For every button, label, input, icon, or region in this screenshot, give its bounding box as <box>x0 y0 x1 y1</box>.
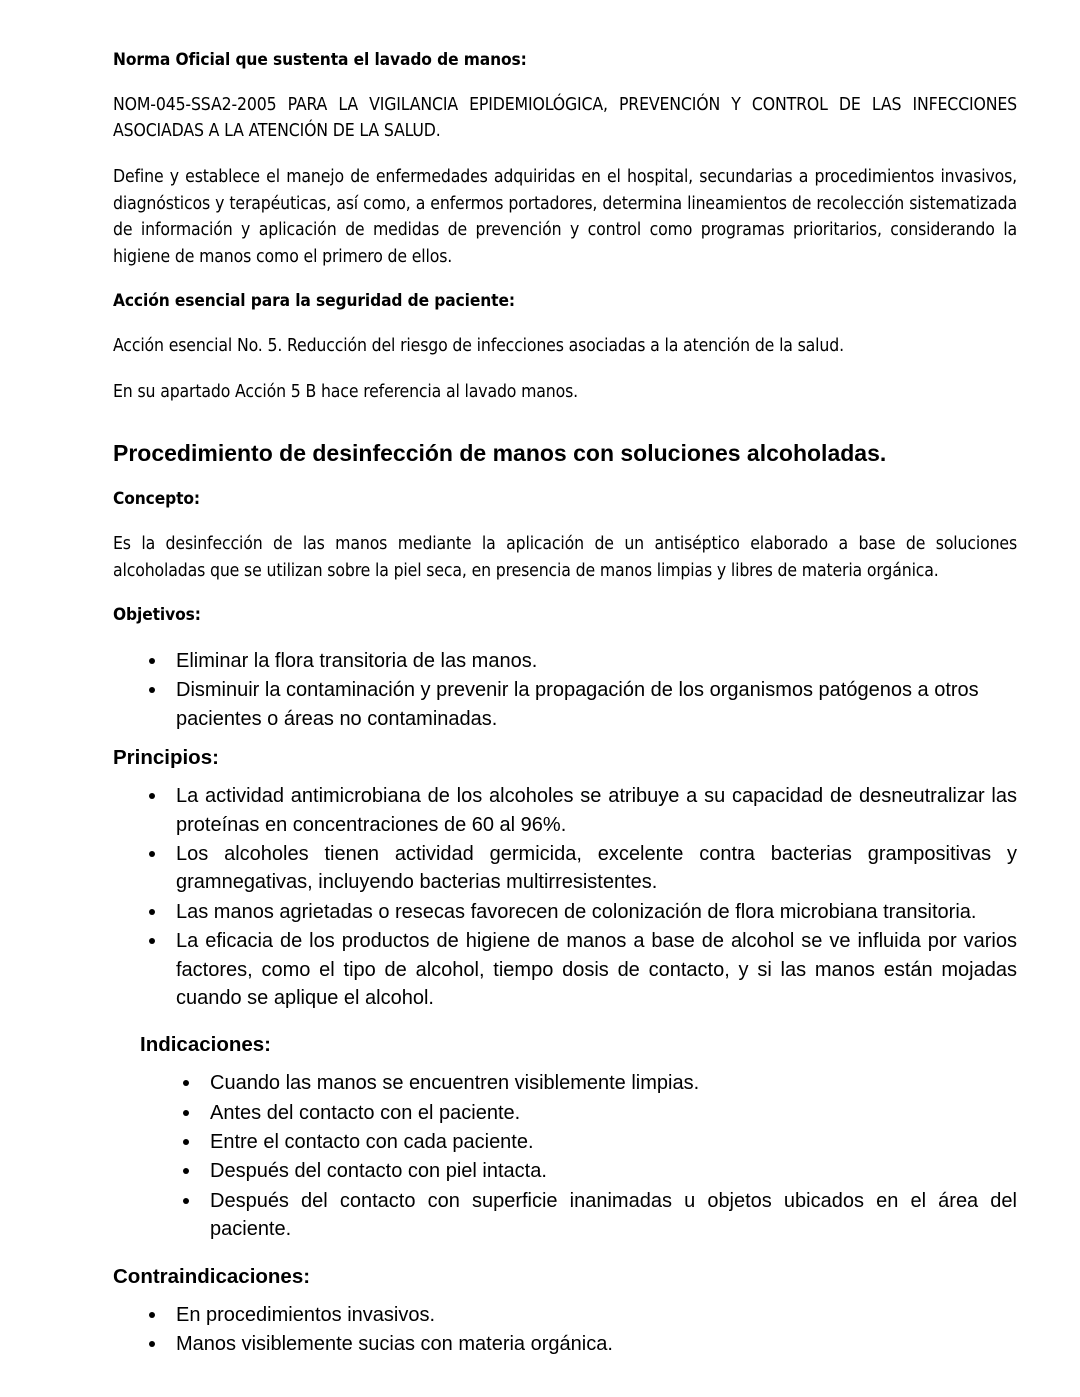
section-heading-objetivos: Objetivos: <box>113 605 201 626</box>
paragraph-apartado-5b: En su apartado Acción 5 B hace referencia al lavado manos. <box>113 381 579 402</box>
list-item: Manos visiblemente sucias con materia orgánica. <box>146 1330 1017 1358</box>
list-item: La actividad antimicrobiana de los alcoholes se atribuye a su capacidad de desneutralizar las proteínas en concentraciones de 60 al 96%. <box>146 782 1017 839</box>
paragraph-concepto: Es la desinfección de las manos mediante la aplicación de un antiséptico elaborado a base de soluciones alcoholadas que se utilizan sobre la piel seca, en presencia de manos limpias y libres de materia orgánica. <box>113 534 1017 581</box>
list-objetivos <box>146 647 1017 733</box>
list-item: Las manos agrietadas o resecas favorecen de colonización de flora microbiana transitoria. <box>146 898 1017 926</box>
section-heading-principios: Principios: <box>113 746 219 770</box>
page-title: Procedimiento de desinfección de manos con soluciones alcoholadas. <box>113 440 887 467</box>
list-spacer <box>113 1245 1017 1265</box>
list-contraindicaciones <box>146 1301 1017 1359</box>
list-spacer <box>113 734 1017 746</box>
list-indicaciones <box>180 1069 1017 1243</box>
list-principios <box>146 782 1017 1012</box>
section-spacer <box>113 405 1017 439</box>
list-spacer <box>113 1013 1017 1033</box>
section-heading-concepto: Concepto: <box>113 489 201 510</box>
list-item: En procedimientos invasivos. <box>146 1301 1017 1329</box>
list-item: Los alcoholes tienen actividad germicida, excelente contra bacterias grampositivas y gramnegativas, incluyendo bacterias multirresistentes. <box>146 840 1017 897</box>
section-heading-accion-esencial: Acción esencial para la seguridad de paciente: <box>113 291 515 312</box>
paragraph-nom-045: NOM-045-SSA2-2005 PARA LA VIGILANCIA EPIDEMIOLÓGICA, PREVENCIÓN Y CONTROL DE LAS INFECCIONES ASOCIADAS A LA ATENCIÓN DE LA SALUD. <box>113 94 1017 142</box>
list-item: Cuando las manos se encuentren visiblemente limpias. <box>180 1069 1017 1097</box>
list-item: Después del contacto con superficie inanimadas u objetos ubicados en el área del paciente. <box>180 1187 1017 1244</box>
list-item: Disminuir la contaminación y prevenir la propagación de los organismos patógenos a otros pacientes o áreas no contaminadas. <box>146 676 1017 733</box>
list-item: La eficacia de los productos de higiene de manos a base de alcohol se ve influida por varios factores, como el tipo de alcohol, tiempo dosis de contacto, y si las manos están mojadas cuando se aplique el alcohol. <box>146 927 1017 1012</box>
section-heading-indicaciones: Indicaciones: <box>140 1033 272 1057</box>
document-content <box>113 48 1017 1359</box>
list-item: Después del contacto con piel intacta. <box>180 1157 1017 1185</box>
list-item: Antes del contacto con el paciente. <box>180 1099 1017 1127</box>
paragraph-accion-esencial-5: Acción esencial No. 5. Reducción del riesgo de infecciones asociadas a la atención de la salud. <box>113 336 844 357</box>
list-item: Entre el contacto con cada paciente. <box>180 1128 1017 1156</box>
paragraph-define-establece: Define y establece el manejo de enfermedades adquiridas en el hospital, secundarias a procedimientos invasivos, diagnósticos y terapéuticas, así como, a enfermos portadores, determina lineamientos de recolección sistematizada de información y aplicación de medidas de prevención y control como programas prioritarios, considerando la higiene de manos como el primero de ellos. <box>113 166 1017 267</box>
section-heading-norma-oficial: Norma Oficial que sustenta el lavado de manos: <box>113 50 527 70</box>
list-item: Eliminar la flora transitoria de las manos. <box>146 647 1017 675</box>
section-heading-contraindicaciones: Contraindicaciones: <box>113 1264 311 1288</box>
